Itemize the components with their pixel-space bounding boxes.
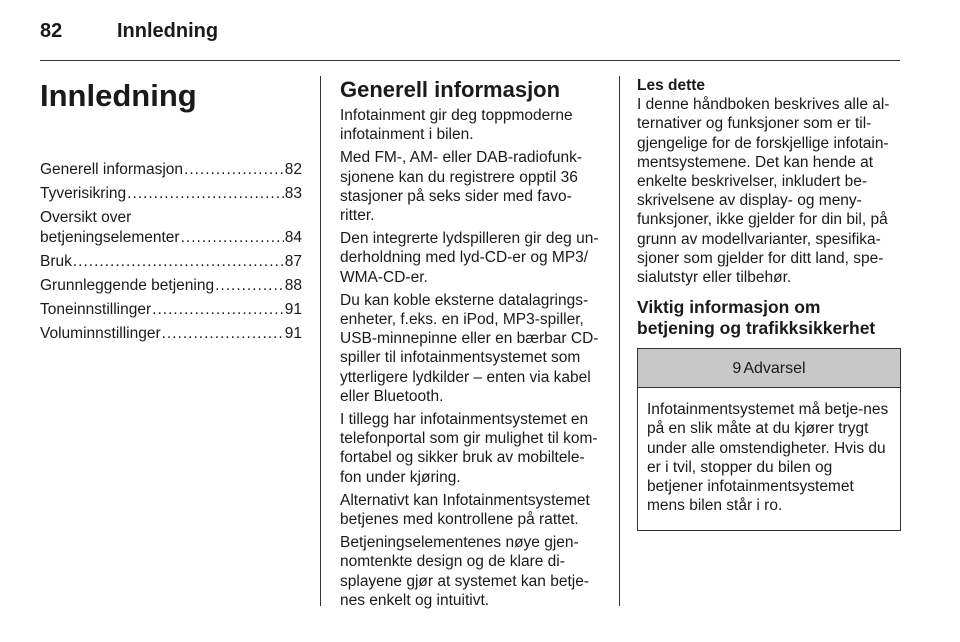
paragraph: Den integrerte lydspilleren gir deg un-derholdning med lyd-CD-er og MP3/ WMA-CD-er.: [340, 230, 599, 286]
toc-leader: [162, 324, 284, 343]
paragraph: Alternativt kan Infotainmentsystemet betjenes med kontrollene på rattet.: [340, 491, 590, 529]
warning-box: [637, 348, 901, 531]
toc-leader: [73, 252, 284, 271]
toc-entry[interactable]: [40, 208, 302, 246]
side-column: [637, 76, 901, 531]
toc-label: Tyverisikring: [40, 185, 127, 203]
warning-body: Infotainmentsystemet må betje-nes på en slik måte at du kjører trygt under alle omstendigheter. Hvis du er i tvil, stopper du bilen og betjener infotainmentsystemet mens bilen står i ro.: [647, 401, 889, 515]
warning-title: Advarsel: [743, 359, 806, 377]
toc-label-line2: betjeningselementer: [40, 228, 180, 246]
paragraph: Med FM-, AM- eller DAB-radiofunk-sjonene kan du registrere opptil 36 stasjoner på seks sider med favo-ritter.: [340, 149, 583, 225]
page-header: [0, 0, 960, 62]
toc-entry[interactable]: [40, 324, 302, 343]
paragraph: Infotainment gir deg toppmoderne infotainment i bilen.: [340, 107, 573, 144]
toc-column: [40, 76, 302, 349]
toc-page: 91: [284, 301, 302, 319]
column-divider: [619, 76, 620, 606]
warning-header: [638, 349, 900, 388]
toc-page: 82: [284, 161, 302, 178]
toc-page: 84: [284, 228, 302, 246]
header-rule: [40, 60, 900, 61]
note-body: I denne håndboken beskrives alle al-ternativer og funksjoner som er til-gjengelige for de forskjellige infotain-mentsystemene. Det kan hende at enkelte beskrivelser, inkludert be-skrivelsene av display- og meny-funksjoner, ikke gjelder for din bil, på grunn av modellvarianter, spesifika-sjoner som gjelder for ditt land, spe-sialutstyr eller tilbehør.: [637, 96, 890, 287]
main-column: [340, 76, 602, 614]
toc-label: Grunnleggende betjening: [40, 277, 215, 295]
toc-label: Generell informasjon: [40, 161, 184, 178]
note-title: Les dette: [637, 77, 706, 94]
toc-label-line1: Oversikt over: [40, 209, 132, 227]
toc-page: 91: [284, 325, 302, 343]
warning-triangle-icon: 9: [732, 359, 742, 377]
chapter-title: Innledning: [40, 78, 197, 113]
toc-page: 88: [284, 277, 302, 295]
note-box: [637, 76, 901, 287]
toc-leader: [215, 276, 284, 295]
paragraph: I tillegg har infotainmentsystemet en telefonportal som gir mulighet til kom-fortabel og sikker bruk av mobiltele-fon under kjøring.: [340, 411, 598, 486]
paragraph: Betjeningselementenes nøye gjen-nomtenkte design og de klare di-splayene gjør at systemet kan betje-nes enkelt og intuitivt.: [340, 534, 589, 609]
page-number: 82: [40, 20, 63, 42]
toc-page: 87: [284, 252, 302, 270]
toc-label: [40, 208, 180, 246]
toc-entry[interactable]: [40, 252, 302, 271]
toc-label: Toneinnstillinger: [40, 301, 152, 319]
toc-leader: [181, 228, 284, 247]
toc-leader: [152, 300, 284, 319]
toc-label: Bruk: [40, 252, 72, 270]
toc-entry[interactable]: [40, 160, 302, 179]
column-divider: [320, 76, 321, 606]
section-heading: Generell informasjon: [340, 77, 561, 102]
toc-entry[interactable]: [40, 276, 302, 295]
toc-label: Voluminnstillinger: [40, 325, 161, 343]
toc-page: 83: [284, 185, 302, 203]
safety-heading: Viktig informasjon om betjening og trafikksikkerhet: [637, 297, 876, 339]
toc-leader: [184, 160, 284, 179]
toc-entry[interactable]: [40, 300, 302, 319]
toc-leader: [127, 184, 284, 203]
paragraph: Du kan koble eksterne datalagrings-enheter, f.eks. en iPod, MP3-spiller, USB-minnepinne eller en bærbar CD-spiller til infotainmentsystemet som ytterligere lydkilder – enten via kabel eller Bluetooth.: [340, 291, 599, 405]
table-of-contents: [40, 160, 302, 344]
header-title: Innledning: [117, 20, 219, 42]
toc-entry[interactable]: [40, 184, 302, 203]
